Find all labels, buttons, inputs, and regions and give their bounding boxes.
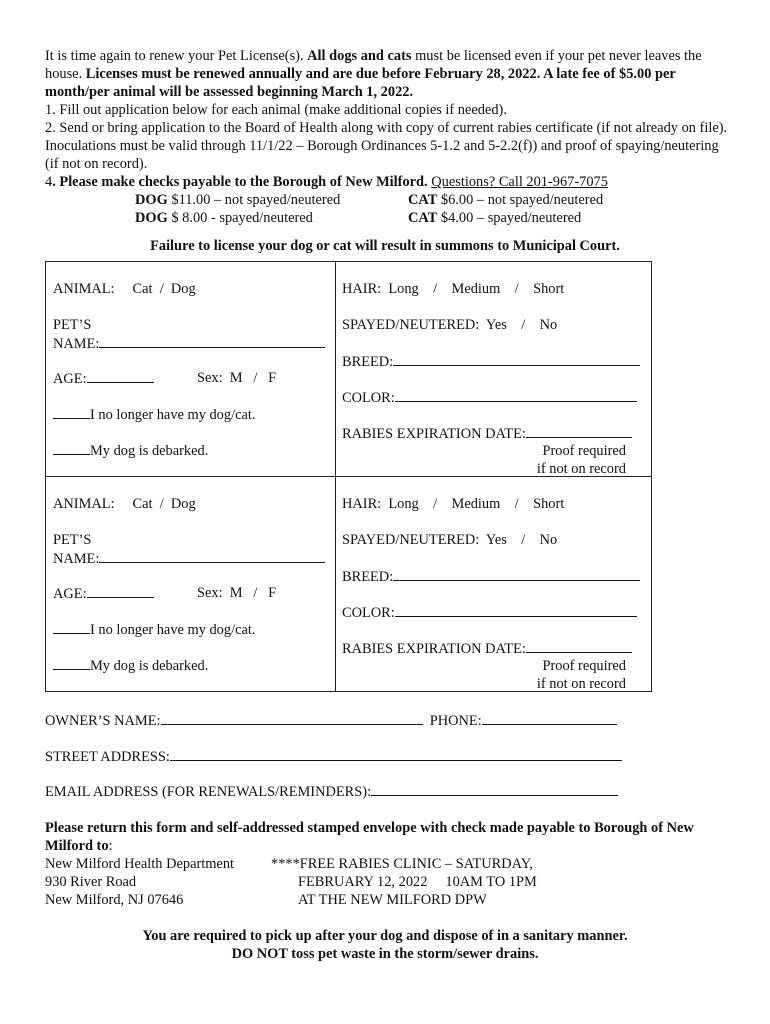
street-address-field[interactable] — [170, 747, 622, 761]
animal-type: ANIMAL: Cat / Dog — [53, 496, 196, 512]
no-longer-field[interactable] — [53, 405, 90, 419]
email-address-field[interactable] — [371, 782, 618, 796]
address-line-2: 930 River Road — [45, 874, 137, 890]
summons-warning: Failure to license your dog or cat will result in summons to Municipal Court. — [150, 238, 620, 254]
age-field[interactable] — [87, 584, 154, 598]
rabies-date-field[interactable] — [526, 639, 632, 653]
debarked-row: My dog is debarked. — [53, 441, 208, 460]
intro-bold-animals: All dogs and cats — [307, 48, 412, 64]
footer-pickup-notice: You are required to pick up after your dog and dispose of in a sanitary manner. — [142, 928, 628, 944]
debarked-field[interactable] — [53, 656, 90, 670]
pets-label: PET’S — [53, 532, 92, 548]
dog-label: DOG — [135, 192, 168, 208]
cat-fee-unspayed: $6.00 – not spayed/neutered — [437, 192, 604, 208]
color-field[interactable] — [395, 388, 637, 402]
intro-section — [45, 47, 735, 255]
breed-field[interactable] — [393, 352, 640, 366]
debarked-row: My dog is debarked. — [53, 656, 208, 675]
address-line-1: New Milford Health Department — [45, 856, 235, 872]
rabies-row: RABIES EXPIRATION DATE: — [342, 639, 632, 658]
cat-label: CAT — [408, 192, 438, 208]
debarked-field[interactable] — [53, 441, 90, 455]
rabies-date-field[interactable] — [526, 424, 632, 438]
pet-name-row: NAME: — [53, 334, 325, 353]
pet-name-row: NAME: — [53, 549, 325, 568]
pets-label: PET’S — [53, 317, 92, 333]
proof-required: Proof required — [542, 658, 626, 674]
pet-name-field[interactable] — [99, 549, 325, 563]
animal-1-right — [336, 262, 652, 476]
intro-text-2: must be licensed even if your pet never leaves the house. — [45, 48, 702, 82]
hair-choice[interactable]: HAIR: Long / Medium / Short — [342, 496, 565, 512]
dog-fee-spayed: $ 8.00 - spayed/neutered — [167, 210, 313, 226]
proof-required: Proof required — [542, 443, 626, 459]
hair-choice[interactable]: HAIR: Long / Medium / Short — [342, 281, 565, 297]
address-line-3: New Milford, NJ 07646 — [45, 892, 184, 908]
breed-row: BREED: — [342, 567, 640, 586]
no-longer-row: I no longer have my dog/cat. — [53, 405, 255, 424]
intro-paragraph — [45, 47, 735, 101]
animal-type: ANIMAL: Cat / Dog — [53, 281, 196, 297]
questions-phone: Questions? Call 201-967-7075 — [431, 174, 608, 190]
intro-deadline: Licenses must be renewed annually and are due before February 28, 2022. A late fee of $5.00 per month/per animal will be assessed beginning March 1, 2022. — [45, 66, 676, 100]
email-address-row: EMAIL ADDRESS (FOR RENEWALS/REMINDERS): — [45, 782, 618, 801]
return-instructions: Please return this form and self-addressed stamped envelope with check made payable to Borough of New Milford to: — [45, 820, 694, 854]
animal-2-right — [336, 477, 652, 691]
cat-fee-spayed: $4.00 – spayed/neutered — [437, 210, 582, 226]
breed-field[interactable] — [393, 567, 640, 581]
dog-label: DOG — [135, 210, 168, 226]
step-4 — [45, 173, 735, 191]
age-field[interactable] — [87, 369, 154, 383]
phone-field[interactable] — [482, 711, 617, 725]
intro-text: It is time again to renew your Pet License(s). — [45, 48, 308, 64]
fee-table — [45, 191, 735, 227]
breed-row: BREED: — [342, 352, 640, 371]
sex-choice[interactable]: Sex: M / F — [197, 370, 277, 386]
spayed-choice[interactable]: SPAYED/NEUTERED: Yes / No — [342, 317, 558, 333]
street-address-row: STREET ADDRESS: — [45, 747, 622, 766]
owner-name-field[interactable] — [161, 711, 423, 725]
spayed-choice[interactable]: SPAYED/NEUTERED: Yes / No — [342, 532, 558, 548]
animal-1-left — [46, 262, 336, 476]
proof-if-not-on-record: if not on record — [536, 461, 626, 477]
dog-fee-unspayed: $11.00 – not spayed/neutered — [167, 192, 341, 208]
footer-drain-notice: DO NOT toss pet waste in the storm/sewer drains. — [231, 946, 539, 962]
step-1: 1. Fill out application below for each animal (make additional copies if needed). — [45, 102, 507, 118]
no-longer-field[interactable] — [53, 620, 90, 634]
sex-choice[interactable]: Sex: M / F — [197, 585, 277, 601]
animal-2-left — [46, 477, 336, 691]
no-longer-row: I no longer have my dog/cat. — [53, 620, 255, 639]
step-4-text: . Please make checks payable to the Borough of New Milford. — [52, 174, 428, 190]
color-row: COLOR: — [342, 388, 637, 407]
clinic-line-3: AT THE NEW MILFORD DPW — [298, 892, 487, 908]
step-2: 2. Send or bring application to the Board of Health along with copy of current rabies certificate (if not already on file). Inoculations must be valid through 11/1/22 – Borough Ordinances 5-1.2 and 5-2.2(f)) and proof of spaying/neutering (if not on record). — [45, 120, 728, 172]
owner-name-row: OWNER’S NAME: PHONE: — [45, 711, 617, 730]
age-row: AGE: — [53, 584, 154, 603]
proof-if-not-on-record: if not on record — [536, 676, 626, 692]
age-row: AGE: — [53, 369, 154, 388]
color-field[interactable] — [395, 603, 637, 617]
clinic-line-1: ****FREE RABIES CLINIC – SATURDAY, — [271, 856, 533, 872]
rabies-row: RABIES EXPIRATION DATE: — [342, 424, 632, 443]
application-form-grid — [45, 261, 652, 692]
pet-name-field[interactable] — [99, 334, 325, 348]
cat-label: CAT — [408, 210, 438, 226]
color-row: COLOR: — [342, 603, 637, 622]
step-4-number: 4 — [45, 174, 53, 190]
clinic-line-2: FEBRUARY 12, 2022 10AM TO 1PM — [298, 874, 537, 890]
